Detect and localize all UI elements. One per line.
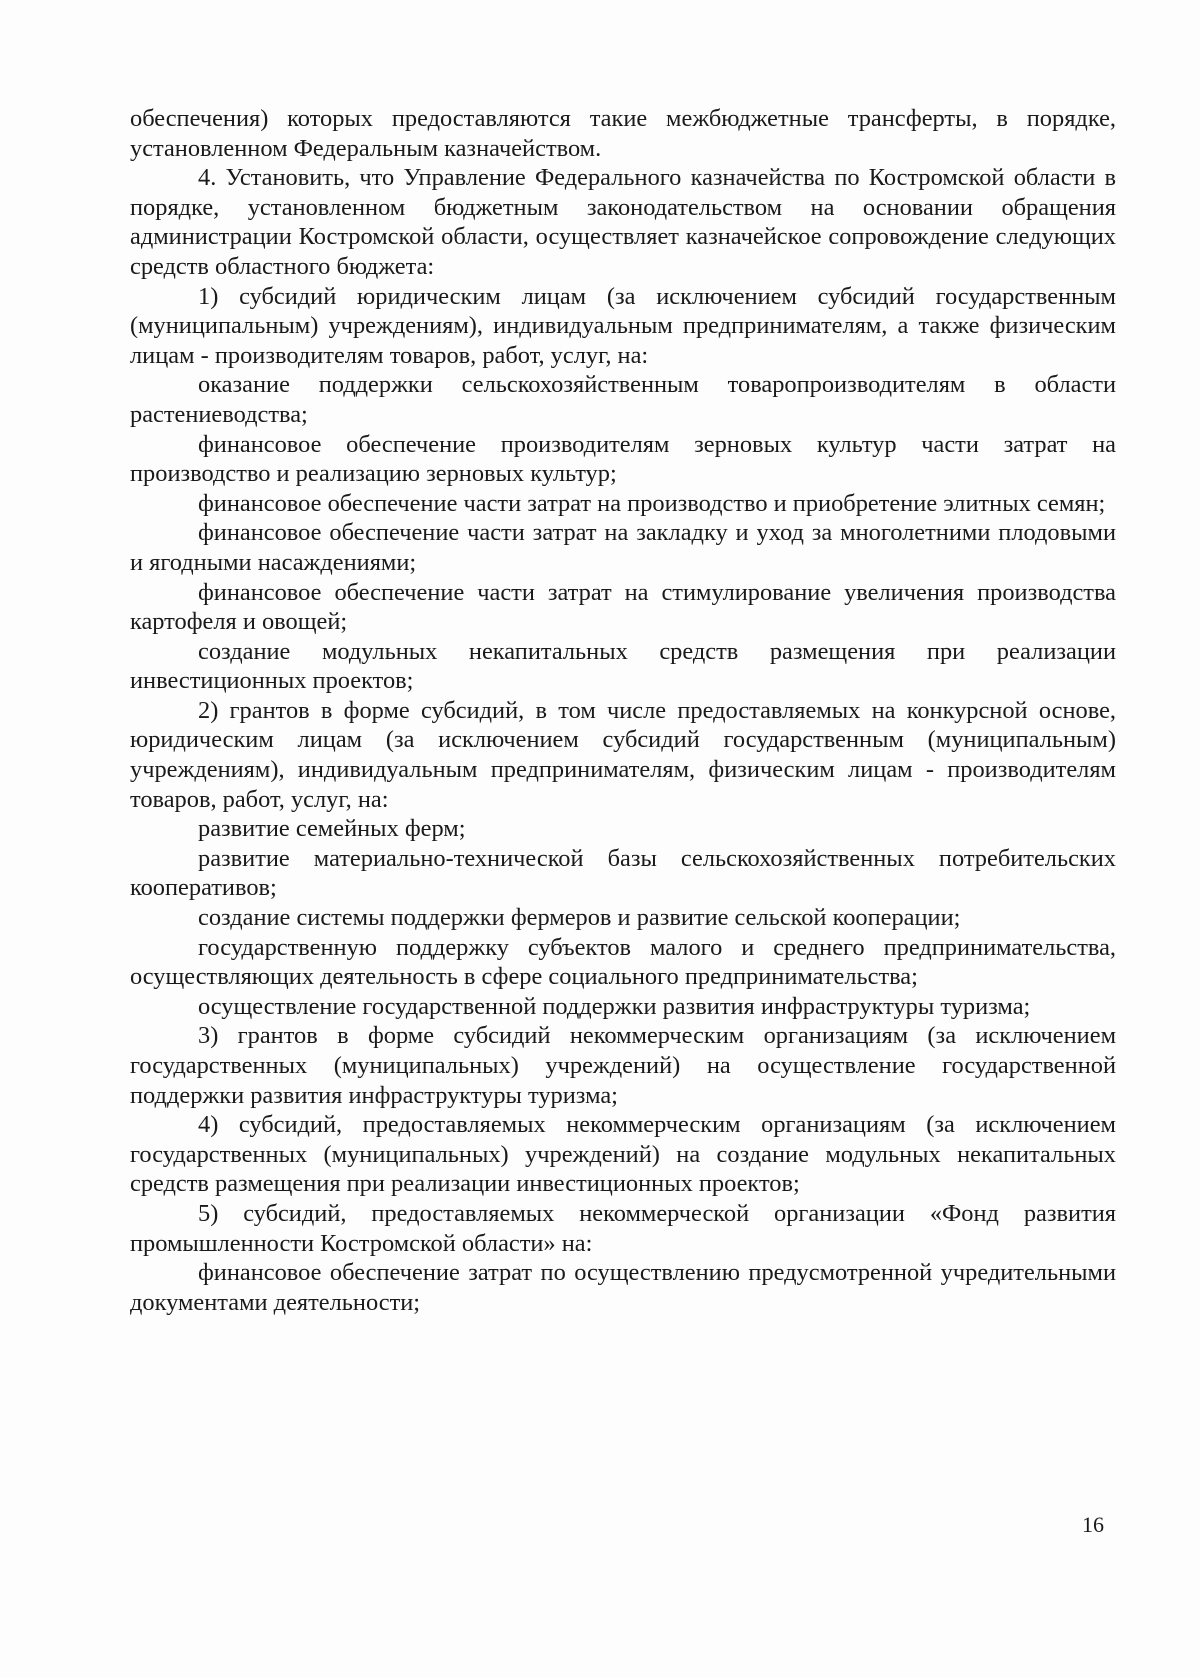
paragraph: финансовое обеспечение затрат по осуществлению предусмотренной учредительными документами деятельности; (130, 1259, 1116, 1316)
paragraph: 4. Установить, что Управление Федерального казначейства по Костромской области в порядке, установленном бюджетным законодательством на основании обращения администрации Костромской области, осуществляет казначейское сопровождение следующих средств областного бюджета: (130, 164, 1116, 280)
paragraph: финансовое обеспечение части затрат на стимулирование увеличения производства картофеля и овощей; (130, 578, 1116, 636)
paragraph: 4) субсидий, предоставляемых некоммерческим организациям (за исключением государственных (муниципальных) учреждений) на создание модульных некапитальных средств размещения при реализации инвестиционных проектов; (130, 1111, 1116, 1198)
document-body (130, 104, 1116, 1317)
paragraph: развитие семейных ферм; (198, 815, 466, 843)
paragraph: финансовое обеспечение производителям зерновых культур части затрат на производство и реализацию зерновых культур; (130, 430, 1116, 488)
paragraph: финансовое обеспечение части затрат на производство и приобретение элитных семян; (198, 489, 1106, 517)
paragraph: государственную поддержку субъектов малого и среднего предпринимательства, осуществляющих деятельность в сфере социального предпринимательства; (130, 933, 1116, 991)
page-number: 16 (1082, 1512, 1104, 1537)
paragraph: 1) субсидий юридическим лицам (за исключением субсидий государственным (муниципальным) учреждениям), индивидуальным предпринимателям, а также физическим лицам - производителям товаров, работ, услуг, на: (130, 282, 1116, 369)
paragraph: оказание поддержки сельскохозяйственным товаропроизводителям в области растениеводства; (130, 371, 1116, 428)
paragraph: обеспечения) которых предоставляются такие межбюджетные трансферты, в порядке, установленном Федеральным казначейством. (130, 105, 1116, 162)
paragraph: 2) грантов в форме субсидий, в том числе предоставляемых на конкурсной основе, юридическим лицам (за исключением субсидий государственным (муниципальным) учреждениям), индивидуальным предпринимателям, физическим лицам - производителям товаров, работ, услуг, на: (130, 696, 1116, 813)
paragraph: 5) субсидий, предоставляемых некоммерческой организации «Фонд развития промышленности Костромской области» на: (130, 1199, 1116, 1257)
paragraph: осуществление государственной поддержки развития инфраструктуры туризма; (198, 992, 1031, 1020)
paragraph: создание модульных некапитальных средств размещения при реализации инвестиционных проектов; (130, 637, 1116, 695)
paragraph: финансовое обеспечение части затрат на закладку и уход за многолетними плодовыми и ягодными насаждениями; (130, 519, 1116, 576)
paragraph: 3) грантов в форме субсидий некоммерческим организациям (за исключением государственных (муниципальных) учреждений) на осуществление государственной поддержки развития инфраструктуры туризма; (130, 1022, 1116, 1109)
paragraph: развитие материально-технической базы сельскохозяйственных потребительских кооперативов; (130, 844, 1116, 902)
paragraph: создание системы поддержки фермеров и развитие сельской кооперации; (198, 904, 961, 932)
